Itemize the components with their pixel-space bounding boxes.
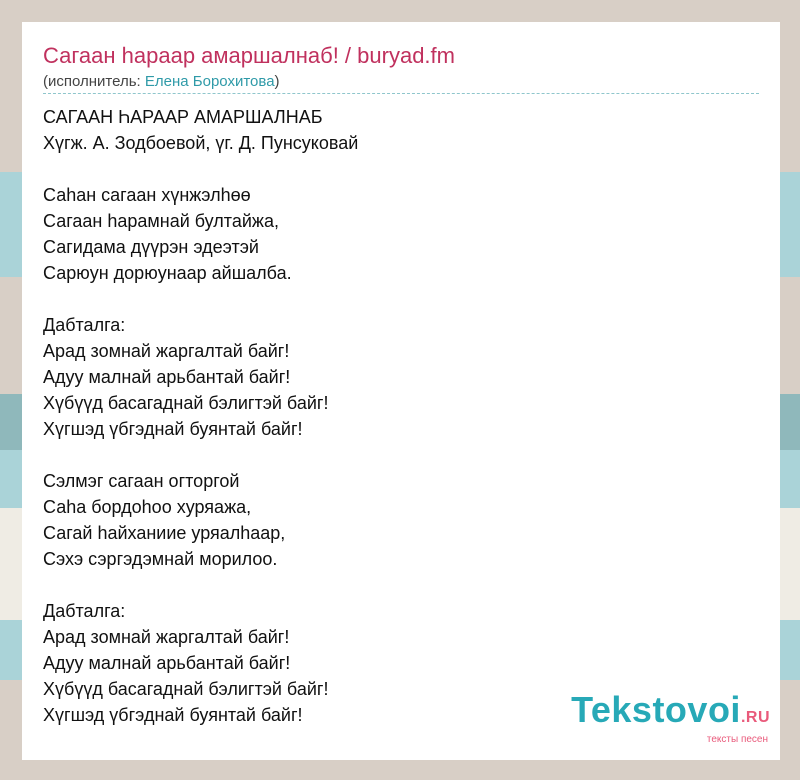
lyric-line: Сэхэ сэргэдэмнай морилоо. [43, 549, 278, 569]
lyric-line: Адуу малнай арьбантай байг! [43, 367, 291, 387]
logo-tagline: тексты песен [706, 734, 768, 745]
lyric-line: Хүбүүд басагаднай бэлигтэй байг! [43, 679, 329, 699]
lyric-line: Хүгж. А. Зодбоевой, үг. Д. Пунсуковай [43, 133, 359, 153]
lyric-line: Саһан сагаан хүнжэлһөө [43, 185, 251, 205]
lyric-line: Хүгшэд үбгэднай буянтай байг! [43, 419, 303, 439]
lyric-line: Сагай һайханиие уряалһаар, [43, 523, 286, 543]
logo-suffix: .RU [740, 709, 770, 726]
performer-prefix: (исполнитель: [43, 73, 145, 90]
lyric-line: Арад зомнай жаргалтай байг! [43, 341, 290, 361]
lyric-line: Сагаан һарамнай бултайжа, [43, 211, 279, 231]
logo-text: Tekstovoi [571, 689, 741, 730]
lyric-line: Арад зомнай жаргалтай байг! [43, 627, 290, 647]
performer-line [43, 73, 280, 90]
lyric-line: Адуу малнай арьбантай байг! [43, 653, 291, 673]
lyric-line: Хүбүүд басагаднай бэлигтэй байг! [43, 393, 329, 413]
lyric-line: Сэлмэг сагаан огторгой [43, 471, 240, 491]
lyric-line: Дабталга: [43, 601, 126, 621]
blank-line [43, 156, 358, 182]
lyric-line: Сагидама дүүрэн эдеэтэй [43, 237, 259, 257]
page-title: Сагаан һараар амаршалнаб! / buryad.fm [43, 43, 455, 68]
blank-line [43, 442, 358, 468]
performer-link[interactable]: Елена Борохитова [144, 73, 275, 90]
lyric-line: Хүгшэд үбгэднай буянтай байг! [43, 705, 303, 725]
lyric-line: Саһа бордоһоо хуряажа, [43, 497, 252, 517]
lyric-line: Дабталга: [43, 315, 126, 335]
lyric-line: САГААН ҺАРААР АМАРШАЛНАБ [43, 107, 323, 127]
lyric-line: Сарюун дорюунаар айшалба. [43, 263, 292, 283]
blank-line [43, 572, 358, 598]
dashed-divider [43, 93, 759, 94]
lyrics-card [22, 22, 780, 760]
site-logo[interactable] [571, 690, 770, 745]
blank-line [43, 286, 358, 312]
performer-suffix: ) [274, 73, 280, 90]
lyrics-text [43, 104, 358, 728]
